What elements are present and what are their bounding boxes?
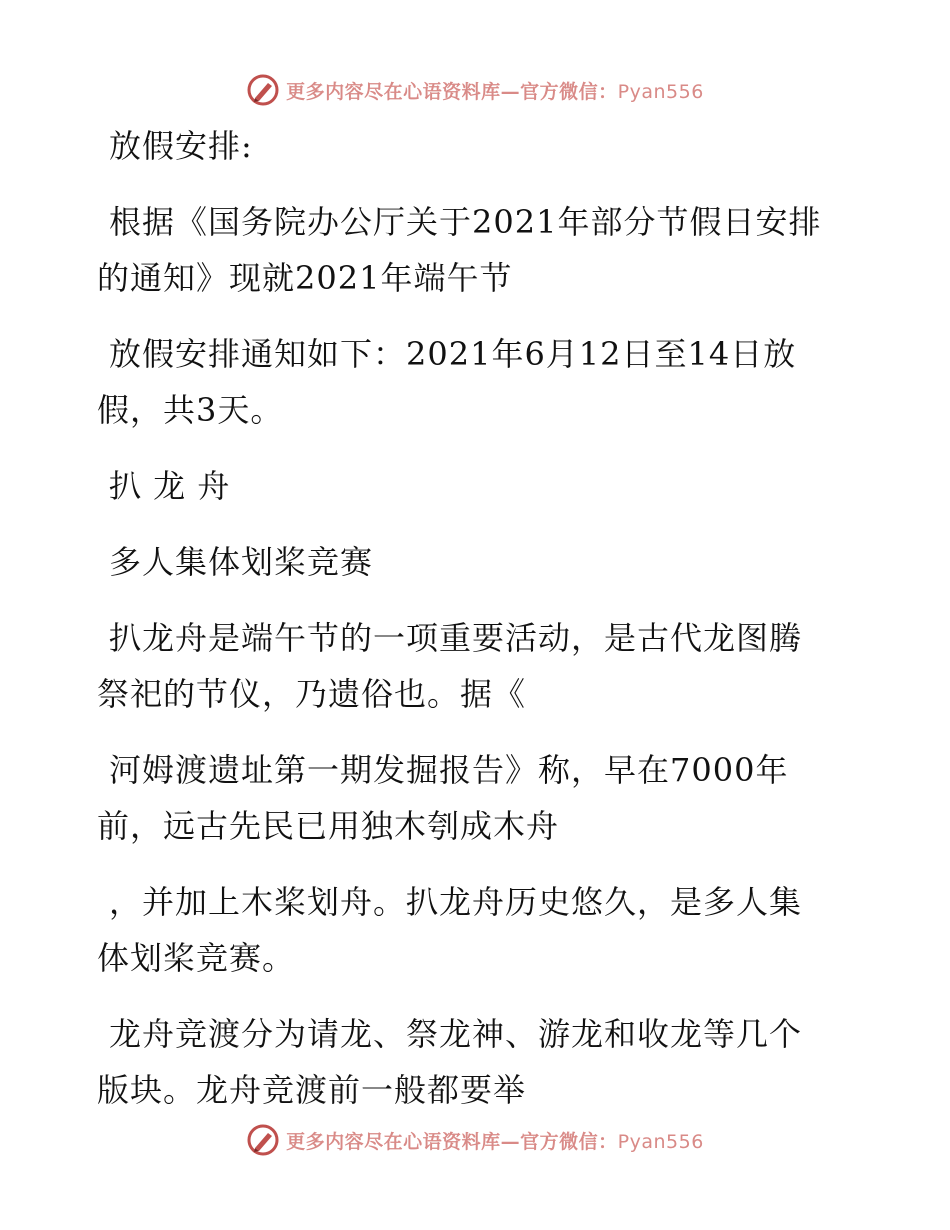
- paragraph-hemudu-report: [97, 742, 857, 854]
- paragraph-line: 根据《国务院办公厅关于2021年部分节假日安排: [109, 203, 822, 241]
- section-heading-dragon-boat: [97, 458, 857, 514]
- paragraph-line: 体划桨竞赛。: [97, 939, 296, 977]
- paragraph-holiday-dates: [97, 326, 857, 438]
- paragraph-line: 河姆渡遗址第一期发掘报告》称，早在7000年: [109, 751, 789, 789]
- banner-text: 更多内容尽在心语资料库—官方微信：Pyan556: [286, 1130, 704, 1153]
- paragraph-line: 扒 龙 舟: [109, 467, 231, 505]
- paragraph-line: 祭祀的节仪，乃遗俗也。据《: [97, 675, 527, 713]
- paragraph-holiday-heading: [97, 118, 857, 174]
- paragraph-line: 龙舟竞渡分为请龙、祭龙神、游龙和收龙等几个: [109, 1015, 803, 1053]
- banner-text: 更多内容尽在心语资料库—官方微信：Pyan556: [286, 80, 704, 103]
- paragraph-dragon-boat-intro: [97, 610, 857, 722]
- paragraph-line: 版块。龙舟竞渡前一般都要举: [97, 1071, 527, 1109]
- document-body: [97, 118, 857, 1138]
- paragraph-line: 多人集体划桨竞赛: [109, 543, 374, 581]
- paragraph-line: 扒龙舟是端午节的一项重要活动，是古代龙图腾: [109, 619, 803, 657]
- pen-logo-icon: [246, 73, 280, 107]
- paragraph-line: 假，共3天。: [97, 391, 284, 429]
- header-banner: [0, 70, 950, 110]
- section-subheading: [97, 534, 857, 590]
- pen-logo-icon: [246, 1123, 280, 1157]
- paragraph-line: 的通知》现就2021年端午节: [97, 259, 513, 297]
- paragraph-race-stages: [97, 1006, 857, 1118]
- wechat-id: Pyan556: [617, 80, 704, 103]
- paragraph-line: 放假安排:: [109, 127, 253, 165]
- paragraph-line: 前，远古先民已用独木刳成木舟: [97, 807, 560, 845]
- paragraph-notice-basis: [97, 194, 857, 306]
- footer-banner: [0, 1120, 950, 1160]
- paragraph-paddle-history: [97, 874, 857, 986]
- paragraph-line: 放假安排通知如下：2021年6月12日至14日放: [109, 335, 797, 373]
- paragraph-line: ，并加上木桨划舟。扒龙舟历史悠久，是多人集: [109, 883, 803, 921]
- wechat-id: Pyan556: [617, 1130, 704, 1153]
